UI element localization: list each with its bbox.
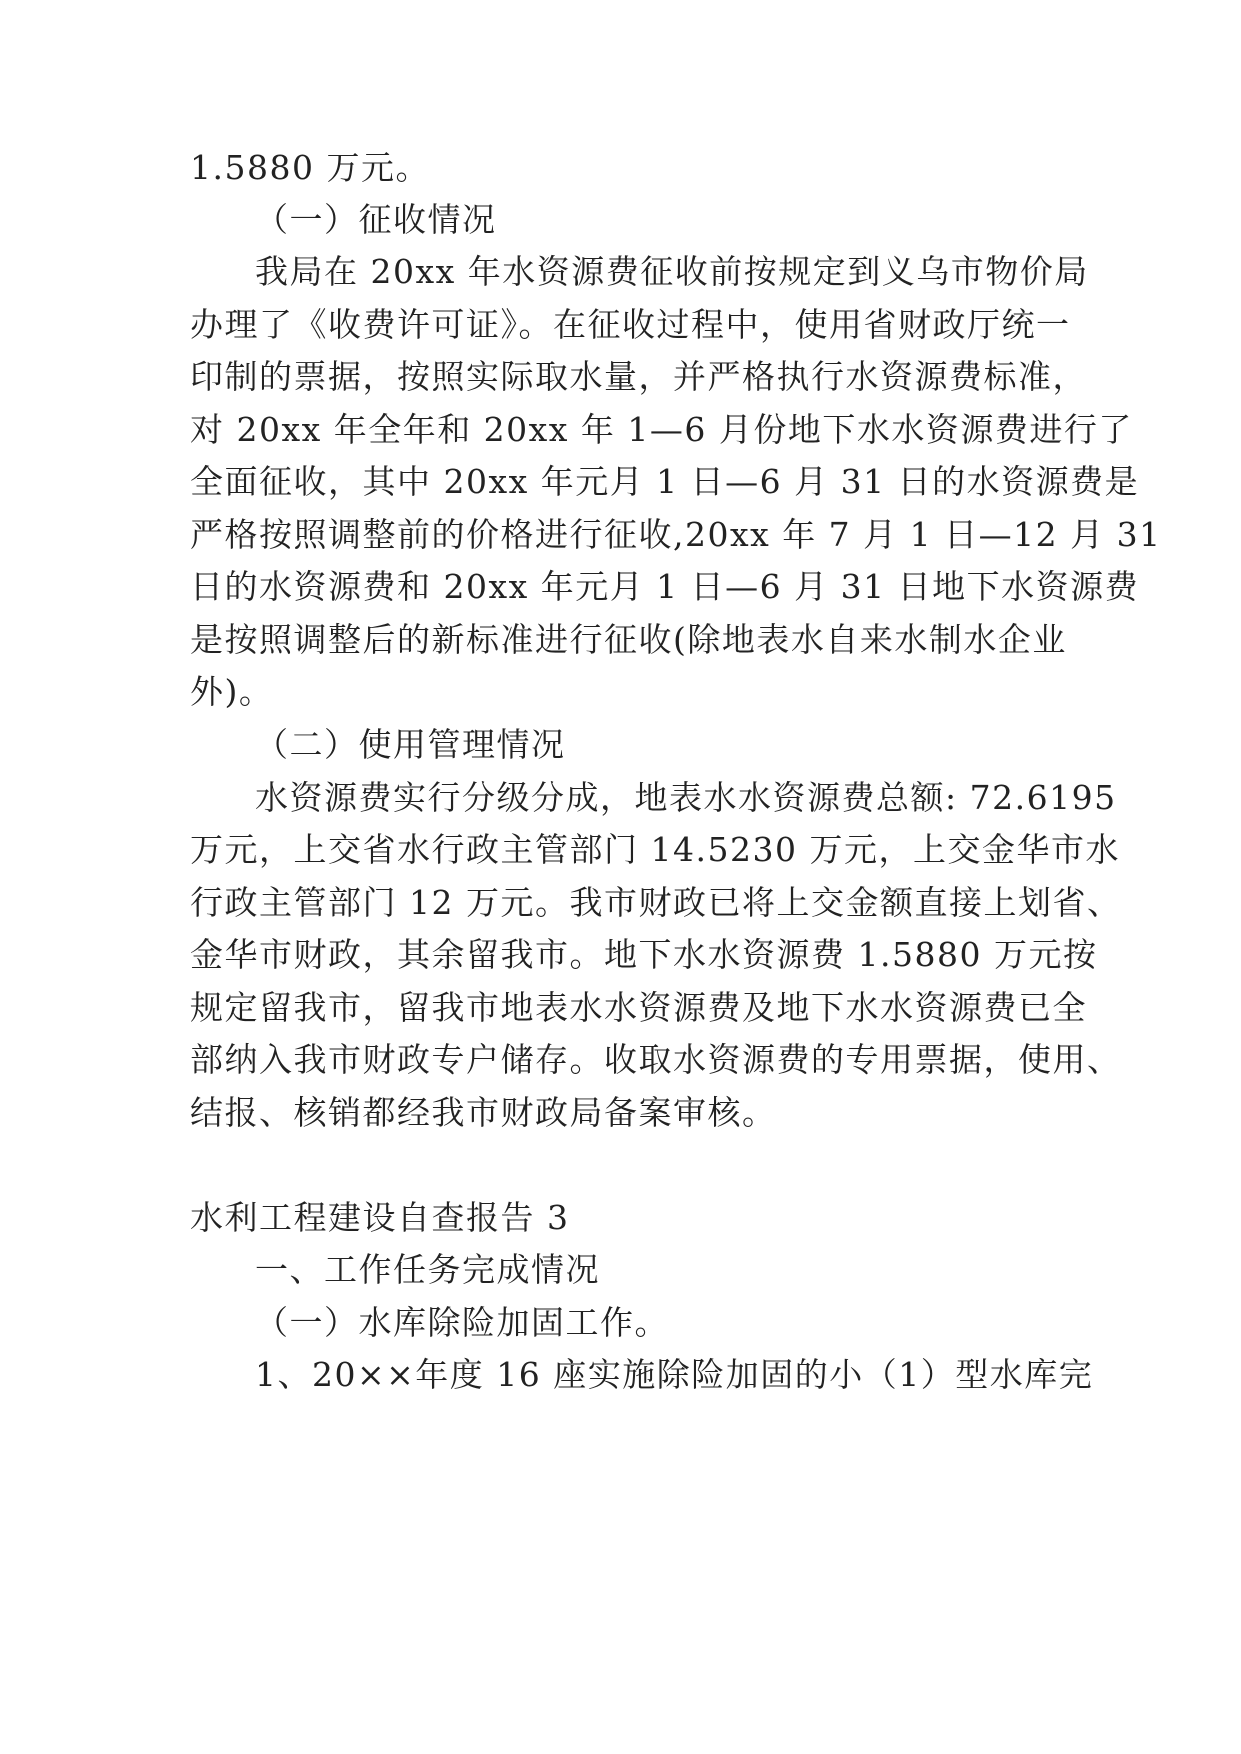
- text-line: 印制的票据，按照实际取水量，并严格执行水资源费标准，: [190, 357, 1087, 396]
- text-line: 部纳入我市财政专户储存。收取水资源费的专用票据，使用、: [190, 1040, 1122, 1079]
- report-title: 水利工程建设自查报告 3: [190, 1198, 570, 1237]
- section-heading: （二）使用管理情况: [255, 725, 566, 764]
- text-line: 水资源费实行分级分成，地表水水资源费总额: 72.6195: [255, 778, 1117, 817]
- text-line: 对 20xx 年全年和 20xx 年 1—6 月份地下水水资源费进行了: [190, 410, 1133, 449]
- text-line: 1、20××年度 16 座实施除险加固的小（1）型水库完: [255, 1355, 1094, 1394]
- section-heading: （一）征收情况: [255, 200, 497, 239]
- text-line: 是按照调整后的新标准进行征收(除地表水自来水制水企业: [190, 620, 1067, 659]
- text-line: 规定留我市，留我市地表水水资源费及地下水水资源费已全: [190, 988, 1087, 1027]
- text-line: 外)。: [190, 672, 274, 711]
- text-line: 严格按照调整前的价格进行征收,20xx 年 7 月 1 日—12 月 31: [190, 515, 1162, 554]
- text-line: 行政主管部门 12 万元。我市财政已将上交金额直接上划省、: [190, 883, 1122, 922]
- text-line: 日的水资源费和 20xx 年元月 1 日—6 月 31 日地下水资源费: [190, 567, 1140, 606]
- text-line: 万元，上交省水行政主管部门 14.5230 万元，上交金华市水: [190, 830, 1120, 869]
- text-line: 我局在 20xx 年水资源费征收前按规定到义乌市物价局: [255, 252, 1089, 291]
- text-line: 1.5880 万元。: [190, 148, 430, 187]
- text-line: 办理了《收费许可证》。在征收过程中，使用省财政厅统一: [190, 305, 1071, 344]
- section-heading: 一、工作任务完成情况: [255, 1250, 600, 1289]
- text-line: 金华市财政，其余留我市。地下水水资源费 1.5880 万元按: [190, 935, 1098, 974]
- subsection-heading: （一）水库除险加固工作。: [255, 1303, 669, 1342]
- text-line: 结报、核销都经我市财政局备案审核。: [190, 1093, 777, 1132]
- text-line: 全面征收，其中 20xx 年元月 1 日—6 月 31 日的水资源费是: [190, 462, 1140, 501]
